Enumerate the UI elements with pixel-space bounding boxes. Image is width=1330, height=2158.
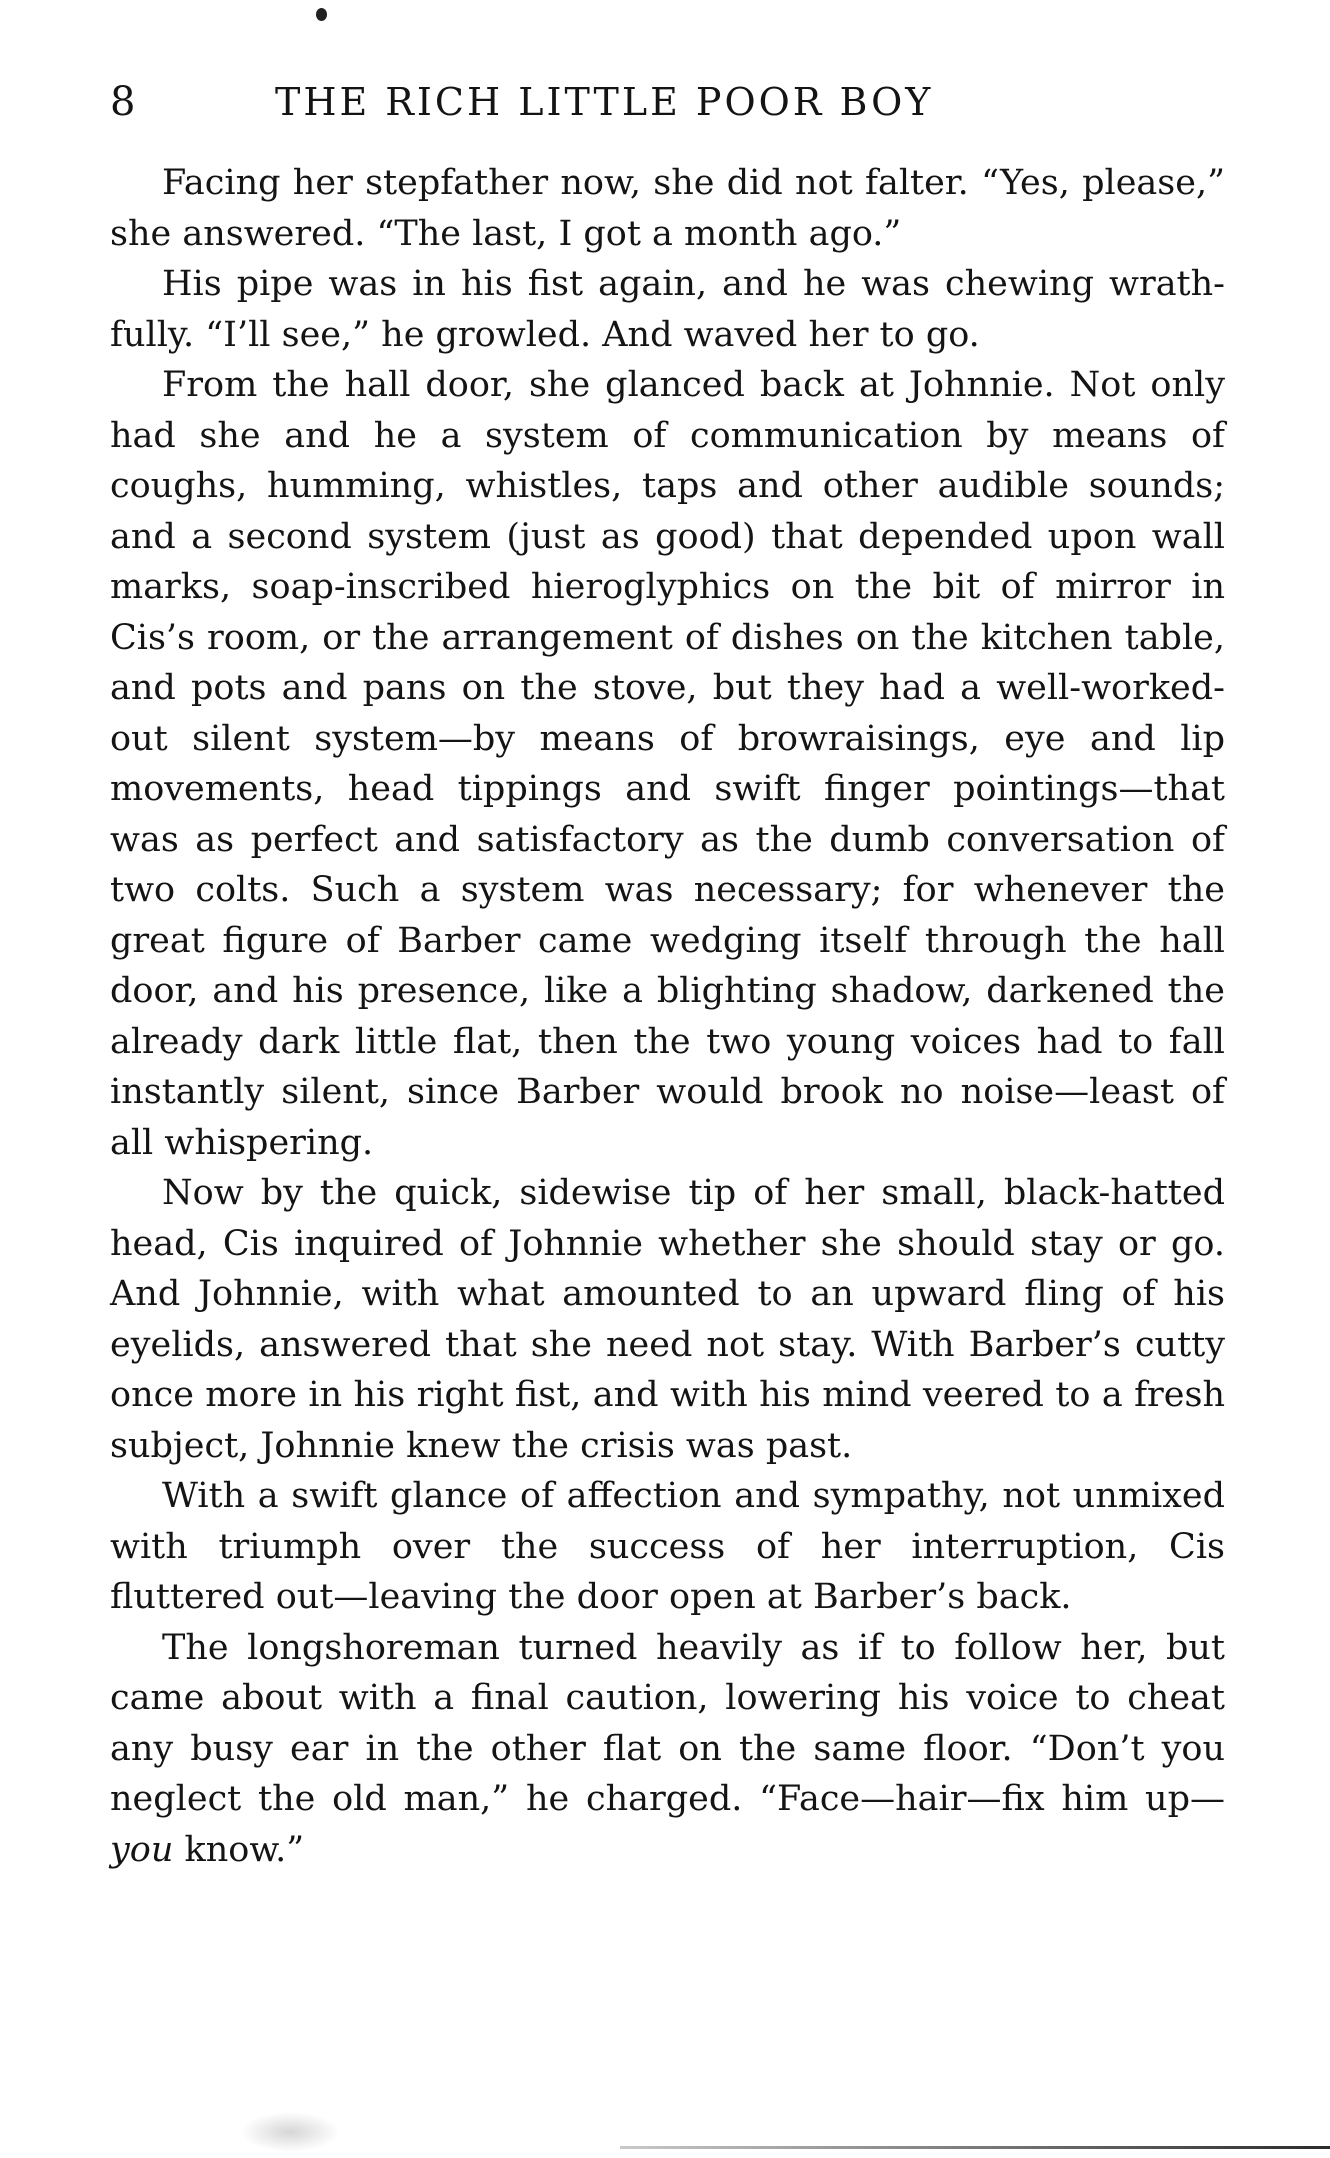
scan-edge-line [620,2146,1330,2149]
body-text [110,158,1225,1875]
scan-smudge [240,2112,340,2152]
paragraph: With a swift glance of affection and sympathy, not unmixed with triumph over the success of her interruption, Cis fluttered out—leaving the door open at Barber’s back. [110,1476,1225,1617]
paragraph: From the hall door, she glanced back at Johnnie. Not only had she and he a system of communication by means of coughs, humming, whistles, taps and other audible sounds; and a second system (just as good) that depended upon wall marks, soap-inscribed hieroglyphics on the bit of mirror in Cis’s room, or the arrangement of dishes on the kitchen table, and pots and pans on the stove, but they had a well-worked-out silent system—by means of browraisings, eye and lip movements, head tippings and swift finger pointings—that was as perfect and satisfactory as the dumb conversation of two colts. Such a system was necessary; for whenever the great figure of Barber came wedging itself through the hall door, and his presence, like a blighting shadow, darkened the already dark little flat, then the two young voices had to fall instantly silent, since Barber would brook no noise—least of all whispering. [110,365,1225,1163]
ink-speck [316,8,327,21]
paragraph: Now by the quick, sidewise tip of her small, black-hatted head, Cis inquired of Johnnie whether she should stay or go. And Johnnie, with what amounted to an upward fling of his eyelids, answered that she need not stay. With Barber’s cutty once more in his right fist, and with his mind veered to a fresh subject, Johnnie knew the crisis was past. [110,1173,1225,1466]
final-paragraph [110,1623,1225,1876]
final-paragraph-tail: know.” [173,1829,305,1870]
final-paragraph-text: The longshoreman turned heavily as if to follow her, but came about with a final caution, lowering his voice to cheat any busy ear in the other flat on the same floor. “Don’t you neglect the old man,” he charged. “Face—hair—fix him up— [110,1627,1225,1819]
page-header [110,72,1230,132]
page-number: 8 [110,79,136,125]
italic-emphasis: you [110,1829,174,1870]
paragraph: Facing her stepfather now, she did not falter. “Yes, please,” she answered. “The last, I got a month ago.” [110,163,1225,254]
running-title: THE RICH LITTLE POOR BOY [275,80,934,124]
paragraph: His pipe was in his fist again, and he was chewing wrathfully. “I’ll see,” he growled. And waved her to go. [110,264,1225,355]
